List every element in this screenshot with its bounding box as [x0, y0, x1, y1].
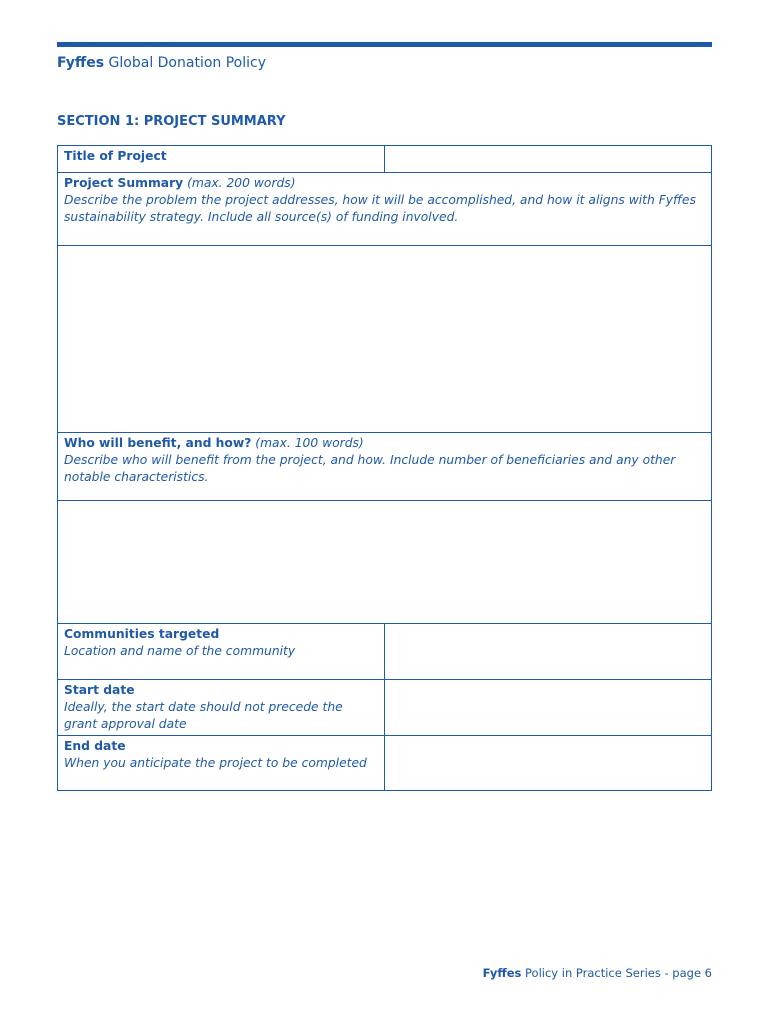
project-summary-description: Describe the problem the project addresses, how it will be accomplished, and how it aligns with Fyffes sustainability strategy. Include all source(s) of funding involved.: [64, 193, 696, 224]
end-date-input[interactable]: [384, 735, 712, 791]
footer-brand: Fyffes: [482, 966, 522, 980]
header-rule: [57, 42, 712, 47]
project-summary-input[interactable]: [57, 245, 712, 433]
header-brand: Fyffes: [57, 55, 105, 71]
who-will-benefit-label: Who will benefit, and how?: [64, 436, 252, 450]
communities-targeted-label: Communities targeted: [64, 627, 220, 641]
page-footer: [483, 966, 712, 980]
who-will-benefit-input[interactable]: [57, 500, 712, 624]
project-summary-label-cell: [57, 172, 712, 246]
document-header: [57, 55, 266, 71]
end-date-description: When you anticipate the project to be completed: [64, 756, 367, 770]
section-title: SECTION 1: PROJECT SUMMARY: [57, 114, 286, 129]
project-summary-label: Project Summary: [64, 176, 184, 190]
header-title: Global Donation Policy: [108, 55, 266, 71]
title-of-project-label-cell: [57, 145, 385, 173]
title-of-project-input[interactable]: [384, 145, 712, 173]
end-date-label: End date: [64, 739, 126, 753]
who-will-benefit-description: Describe who will benefit from the project, and how. Include number of beneficiaries and any other notable characteristics.: [64, 453, 676, 484]
start-date-label: Start date: [64, 683, 135, 697]
project-summary-note: (max. 200 words): [187, 176, 296, 190]
who-will-benefit-note: (max. 100 words): [255, 436, 364, 450]
communities-targeted-label-cell: [57, 623, 385, 680]
start-date-label-cell: [57, 679, 385, 736]
communities-targeted-description: Location and name of the community: [64, 644, 296, 658]
footer-text: Policy in Practice Series - page 6: [525, 966, 712, 980]
start-date-description: Ideally, the start date should not precede the grant approval date: [64, 700, 343, 731]
end-date-label-cell: [57, 735, 385, 791]
who-will-benefit-label-cell: [57, 432, 712, 501]
start-date-input[interactable]: [384, 679, 712, 736]
title-of-project-label: Title of Project: [64, 149, 167, 163]
communities-targeted-input[interactable]: [384, 623, 712, 680]
